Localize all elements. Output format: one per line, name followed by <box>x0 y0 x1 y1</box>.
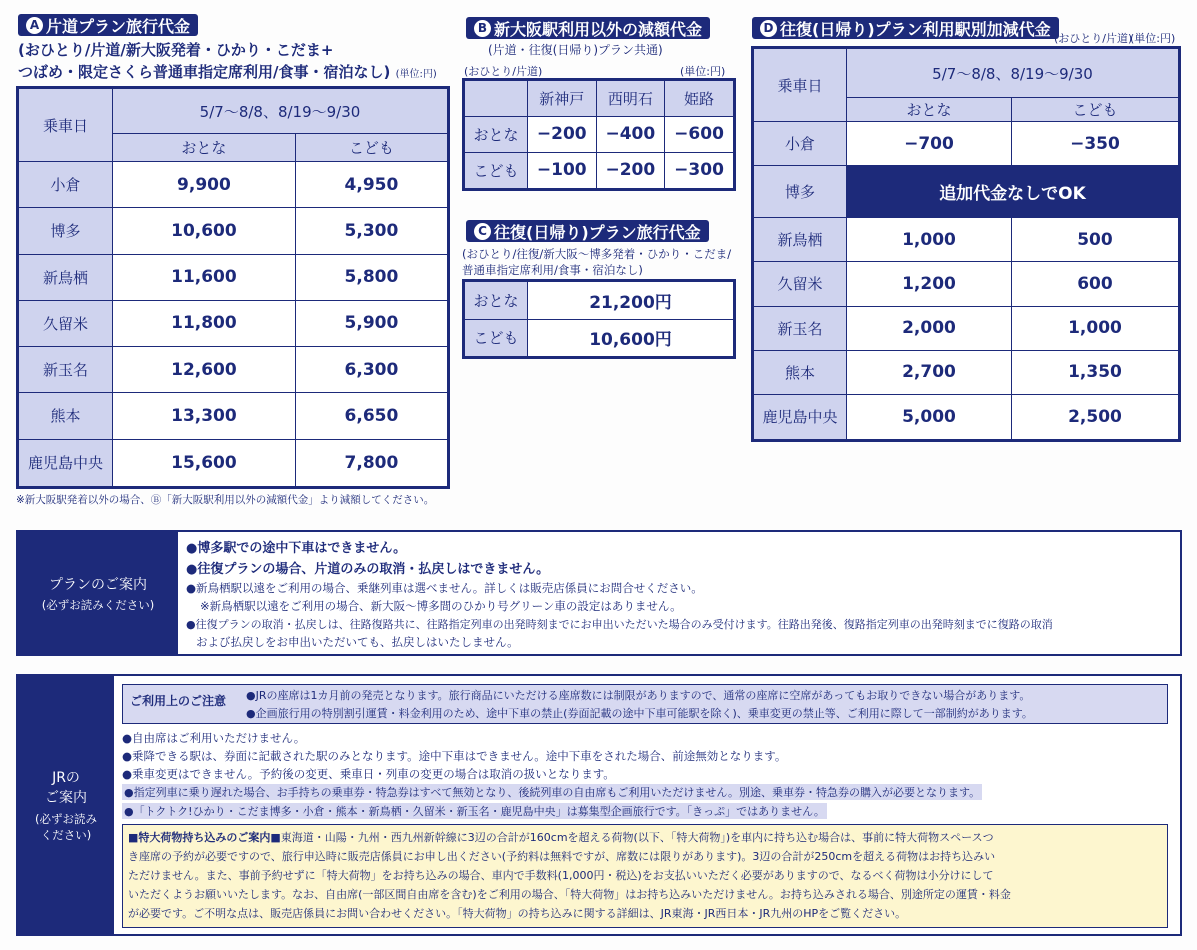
plan-line-3: ●新鳥栖駅以遠をご利用の場合、乗継列車は選べません。詳しくは販売店係員にお問合せください。 <box>186 581 703 595</box>
child-fare: 5,900 <box>295 300 448 346</box>
d-col-child: こども <box>1011 98 1179 122</box>
station-cell: 博多 <box>753 166 847 218</box>
section-b-unit: (単位:円) <box>680 65 726 78</box>
adult-adjust: 1,200 <box>847 262 1012 306</box>
b-value: −300 <box>665 152 735 189</box>
b-value: −600 <box>665 117 735 153</box>
section-a-unit: (単位:円) <box>395 69 437 80</box>
adult-adjust: 2,700 <box>847 350 1012 394</box>
section-b-sub: (片道・往復(日帰り)プラン共通) <box>488 43 663 57</box>
b-row-label: おとな <box>464 117 528 153</box>
station-cell: 博多 <box>18 208 113 254</box>
child-adjust: 2,500 <box>1011 394 1179 440</box>
usage-caution-label: ご利用上のご注意 <box>130 694 227 708</box>
table-row <box>753 166 1180 218</box>
child-adjust: −350 <box>1011 122 1179 166</box>
table-row <box>18 254 449 300</box>
table-row <box>18 439 449 487</box>
station-cell: 鹿児島中央 <box>18 439 113 487</box>
d-period: 5/7〜8/8、8/19〜9/30 <box>847 48 1180 98</box>
adult-fare: 12,600 <box>113 347 296 393</box>
child-fare: 5,300 <box>295 208 448 254</box>
jr-notice-label-2: ご案内 <box>45 790 87 806</box>
station-cell: 鹿児島中央 <box>753 394 847 440</box>
c-value: 10,600円 <box>528 319 735 358</box>
b-corner <box>464 80 528 117</box>
letter-a-icon: A <box>26 17 43 34</box>
station-cell: 久留米 <box>753 262 847 306</box>
table-row <box>753 306 1180 350</box>
jr-notice-label-4: ください) <box>40 828 92 842</box>
adult-adjust: 5,000 <box>847 394 1012 440</box>
adult-fare: 11,600 <box>113 254 296 300</box>
child-fare: 5,800 <box>295 254 448 300</box>
a-period: 5/7〜8/8、8/19〜9/30 <box>113 88 449 134</box>
b-value: −400 <box>596 117 665 153</box>
luggage-title: ■特大荷物持ち込みのご案内■ <box>128 831 281 844</box>
c-row-label: おとな <box>464 281 528 320</box>
child-fare: 4,950 <box>295 162 448 208</box>
jr-notice-label <box>18 676 114 934</box>
section-d-note: (おひとり/片道) <box>1054 32 1133 45</box>
section-a-sub2 <box>18 62 437 85</box>
plan-notice-label-sub: (必ずお読みください) <box>41 597 155 612</box>
station-cell: 熊本 <box>18 393 113 439</box>
adult-adjust: 2,000 <box>847 306 1012 350</box>
letter-b-icon: B <box>474 20 491 37</box>
a-col-child: こども <box>295 134 448 162</box>
table-row <box>18 300 449 346</box>
adult-fare: 10,600 <box>113 208 296 254</box>
table-row <box>753 262 1180 306</box>
jr-line-1: ●自由席はご利用いただけません。 <box>122 731 306 745</box>
section-d-unit: (単位:円) <box>1130 32 1176 45</box>
c-row-label: こども <box>464 319 528 358</box>
c-value: 21,200円 <box>528 281 735 320</box>
section-a-sub2-text: つばめ・限定さくら普通車指定席利用/食事・宿泊なし) <box>18 63 391 81</box>
luggage-line-5: が必要です。ご不明な点は、販売店係員にお問い合わせください。「特大荷物」の持ち込みに関する詳細は、JR東海・JR西日本・JR九州のHPをご覧ください。 <box>128 907 907 920</box>
a-col-station: 乗車日 <box>18 88 113 162</box>
station-cell: 新鳥栖 <box>753 218 847 262</box>
adult-fare: 15,600 <box>113 439 296 487</box>
child-fare: 6,650 <box>295 393 448 439</box>
table-row <box>753 122 1180 166</box>
table-row <box>753 218 1180 262</box>
table-row <box>464 117 735 153</box>
section-a-sub1: (おひとり/片道/新大阪発着・ひかり・こだま+ <box>18 41 334 59</box>
plan-line-1: ●博多駅での途中下車はできません。 <box>186 541 407 556</box>
adult-fare: 11,800 <box>113 300 296 346</box>
table-row <box>464 281 735 320</box>
roundtrip-table-c <box>462 279 736 359</box>
d-col-adult: おとな <box>847 98 1012 122</box>
section-a-title-text: 片道プラン旅行代金 <box>46 16 191 36</box>
luggage-line-3: ただけません。また、事前予約せずに「特大荷物」をお持ち込みの場合、車内で手数料(1,000円・税込)をお支払いいただく必要がありますので、なるべく荷物は小分けにして <box>128 869 994 882</box>
station-cell: 新玉名 <box>18 347 113 393</box>
a-col-adult: おとな <box>113 134 296 162</box>
plan-notice-label-main: プランのご案内 <box>49 576 147 593</box>
section-c-sub1: (おひとり/往復/新大阪〜博多発着・ひかり・こだま/ <box>462 247 732 261</box>
section-b-title-text: 新大阪駅利用以外の減額代金 <box>494 19 703 39</box>
luggage-line-4: いただくようお願いいたします。なお、自由席(一部区間自由席を含む)をご利用の場合、「特大荷物」はお持ち込みいただけません。お持ち込みされる場合、別途所定の運賃・料金 <box>128 888 1011 901</box>
luggage-line-2: き座席の予約が必要ですので、旅行申込時に販売店係員にお申し出ください(予約料は無料ですが、席数には限りがあります)。3辺の合計が250cmを超える荷物はお持ち込みい <box>128 850 996 863</box>
adult-fare: 13,300 <box>113 393 296 439</box>
plan-line-5: ●往復プランの取消・払戻しは、往路復路共に、往路指定列車の出発時刻までにお申出いただいた場合のみ受付けます。往路出発後、復路指定列車の出発時刻までに復路の取消 <box>186 618 1053 631</box>
child-adjust: 1,000 <box>1011 306 1179 350</box>
section-c-sub2: 普通車指定席利用/食事・宿泊なし) <box>462 263 643 277</box>
b-col: 新神戸 <box>528 80 597 117</box>
letter-d-icon: D <box>760 20 777 37</box>
section-b-note: (おひとり/片道) <box>464 65 543 78</box>
jr-line-5: ●「トクトク!ひかり・こだま博多・小倉・熊本・新鳥栖・久留米・新玉名・鹿児島中央」は募集型企画旅行です。「きっぷ」ではありません。 <box>124 805 825 818</box>
section-a-footnote: ※新大阪駅発着以外の場合、Ⓑ「新大阪駅利用以外の減額代金」より減額してください。 <box>16 494 435 506</box>
child-fare: 7,800 <box>295 439 448 487</box>
table-row <box>18 393 449 439</box>
section-b-title <box>466 17 710 39</box>
b-value: −200 <box>528 117 597 153</box>
plan-line-4: ※新鳥栖駅以遠をご利用の場合、新大阪〜博多間のひかり号グリーン車の設定はありません。 <box>200 599 682 613</box>
table-row <box>464 319 735 358</box>
letter-c-icon: C <box>474 223 491 240</box>
b-value: −100 <box>528 152 597 189</box>
usage-caution-1: ●JRの座席は1カ月前の発売となります。旅行商品にいただける座席数には制限がありますので、通常の座席に空席があってもお取りできない場合があります。 <box>246 689 1031 702</box>
station-cell: 新鳥栖 <box>18 254 113 300</box>
usage-caution-2: ●企画旅行用の特別割引運賃・料金利用のため、途中下車の禁止(券面記載の途中下車可能駅を除く)、乗車変更の禁止等、ご利用に際して一部制約があります。 <box>246 707 1033 720</box>
station-cell: 小倉 <box>18 162 113 208</box>
table-row <box>18 162 449 208</box>
reduction-table-b <box>462 78 736 191</box>
b-row-label: こども <box>464 152 528 189</box>
section-a-title <box>18 14 198 36</box>
b-col: 姫路 <box>665 80 735 117</box>
section-d-title-text: 往復(日帰り)プラン利用駅別加減代金 <box>780 19 1051 39</box>
station-cell: 小倉 <box>753 122 847 166</box>
plan-line-2: ●往復プランの場合、片道のみの取消・払戻しはできません。 <box>186 562 550 577</box>
luggage-text-1: 東海道・山陽・九州・西九州新幹線に3辺の合計が160cmを超える荷物(以下、「特大荷物」)を車内に持ち込む場合は、事前に特大荷物スペースつ <box>280 831 994 844</box>
jr-line-3: ●乗車変更はできません。予約後の変更、乗車日・列車の変更の場合は取消の扱いとなります。 <box>122 767 615 781</box>
section-c-title <box>466 220 709 242</box>
table-row <box>18 208 449 254</box>
adult-adjust: −700 <box>847 122 1012 166</box>
child-adjust: 1,350 <box>1011 350 1179 394</box>
section-c-title-text: 往復(日帰り)プラン旅行代金 <box>494 222 701 242</box>
child-fare: 6,300 <box>295 347 448 393</box>
station-cell: 新玉名 <box>753 306 847 350</box>
fare-table-a <box>16 86 450 489</box>
child-adjust: 600 <box>1011 262 1179 306</box>
table-row <box>464 152 735 189</box>
adult-fare: 9,900 <box>113 162 296 208</box>
table-row <box>18 347 449 393</box>
station-cell: 久留米 <box>18 300 113 346</box>
child-adjust: 500 <box>1011 218 1179 262</box>
adjustment-table-d <box>751 46 1181 442</box>
plan-line-6: および払戻しをお申出いただいても、払戻しはいたしません。 <box>196 635 519 649</box>
no-extra-charge-banner: 追加代金なしでOK <box>847 166 1180 218</box>
b-value: −200 <box>596 152 665 189</box>
jr-line-4: ●指定列車に乗り遅れた場合、お手持ちの乗車券・特急券はすべて無効となり、後続列車の自由席もご利用いただけません。別途、乗車券・特急券の購入が必要となります。 <box>124 786 981 799</box>
section-d-title <box>752 17 1059 39</box>
adult-adjust: 1,000 <box>847 218 1012 262</box>
d-col-station: 乗車日 <box>753 48 847 122</box>
station-cell: 熊本 <box>753 350 847 394</box>
table-row <box>753 394 1180 440</box>
table-row <box>753 350 1180 394</box>
b-col: 西明石 <box>596 80 665 117</box>
jr-notice-label-1: JRの <box>52 770 80 786</box>
jr-line-2: ●乗降できる駅は、券面に記載された駅のみとなります。途中下車はできません。途中下車をされた場合、前途無効となります。 <box>122 749 787 763</box>
jr-notice-label-3: (必ずお読み <box>35 812 97 826</box>
plan-notice-label <box>18 532 178 654</box>
luggage-line-1 <box>128 829 994 845</box>
